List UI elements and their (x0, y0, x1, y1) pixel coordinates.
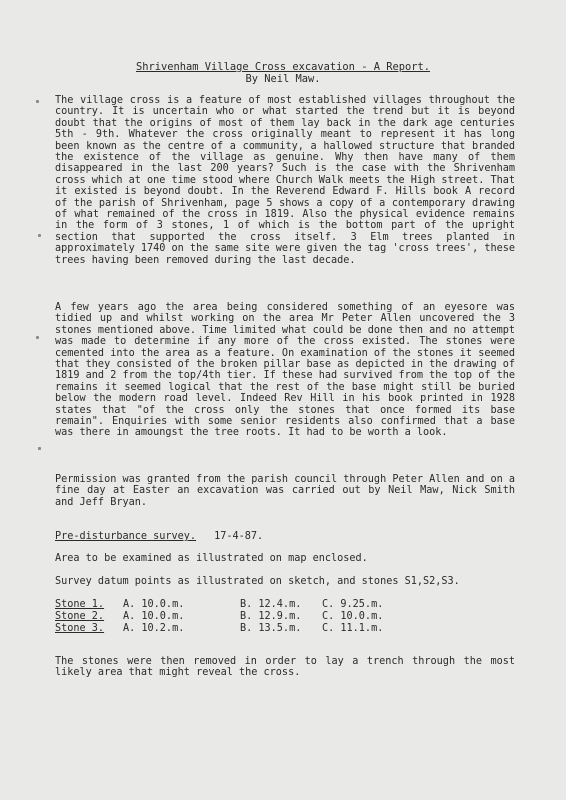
stone-name: Stone 3. (55, 623, 105, 634)
datum-line: Survey datum points as illustrated on sketch, and stones S1,S2,S3. (55, 576, 460, 587)
stone-measure-c: C. 9.25.m. (322, 599, 384, 610)
stone-measure-b: B. 12.9.m. (240, 611, 302, 622)
stone-measure-a: A. 10.0.m. (123, 599, 185, 610)
scan-speck (38, 447, 41, 450)
area-line: Area to be examined as illustrated on map enclosed. (55, 553, 368, 564)
paragraph-discovery: A few years ago the area being considered something of an eyesore was tidied up and whilst working on the area Mr Peter Allen uncovered the 3 stones mentioned above. Time limited what could be done then and no attempt was made to determine if any more of the cross existed. The stones were cemented into the area as a feature. On examination of the stones it seemed that they consisted of the broken pillar base as depicted in the drawing of 1819 and 2 from the top/4th tier. If these had survived from the top of the remains it seemed logical that the rest of the base might still be buried below the modern road level. Indeed Rev Hill in his book printed in 1928 states that "of the cross only the stones that once formed its base remain". Enquiries with some senior residents also confirmed that a base was there in amoungst the tree roots. It had to be worth a look. (55, 302, 516, 439)
paragraph-closing: The stones were then removed in order to lay a trench through the most likely area that might reveal the cross. (55, 656, 515, 679)
stone-measure-c: C. 11.1.m. (322, 623, 384, 634)
report-author: By Neil Maw. (245, 73, 321, 85)
survey-date: 17-4-87. (214, 531, 264, 542)
survey-heading-row (55, 531, 263, 543)
paragraph-permission: Permission was granted from the parish council through Peter Allen and on a fine day at Easter an excavation was carried out by Neil Maw, Nick Smith and Jeff Bryan. (55, 474, 516, 508)
survey-heading: Pre-disturbance survey. (55, 531, 197, 542)
stone-measure-c: C. 10.0.m. (322, 611, 384, 622)
scan-speck (36, 336, 39, 339)
scan-speck (36, 100, 39, 103)
stone-measure-b: B. 12.4.m. (240, 599, 302, 610)
scan-speck (38, 234, 41, 237)
stone-measure-a: A. 10.2.m. (123, 623, 185, 634)
stone-name: Stone 2. (55, 611, 105, 622)
stone-measure-a: A. 10.0.m. (123, 611, 185, 622)
stone-measure-b: B. 13.5.m. (240, 623, 302, 634)
stone-name: Stone 1. (55, 599, 105, 610)
report-title: Shrivenham Village Cross excavation - A Report. (135, 61, 431, 73)
paragraph-history: The village cross is a feature of most established villages throughout the country. It is uncertain who or what started the trend but it is beyond doubt that the origins of most of them lay back in the dark age centuries 5th - 9th. Whatever the cross originally meant to represent it has long been known as the centre of a community, a hallowed structure that branded the existence of the village as genuine. Why then have many of them disappeared in the last 200 years? Such is the case with the Shrivenham cross which at one time stood where Church Walk meets the High street. That it existed is beyond doubt. In the Reverend Edward F. Hills book A record of the parish of Shrivenham, page 5 shows a copy of a contemporary drawing of what remained of the cross in 1819. Also the physical evidence remains in the form of 3 stones, 1 of which is the bottom part of the upright section that supported the cross itself. 3 Elm trees planted in approximately 1740 on the same site were given the tag 'cross trees', these trees having been removed during the last decade. (55, 95, 516, 266)
